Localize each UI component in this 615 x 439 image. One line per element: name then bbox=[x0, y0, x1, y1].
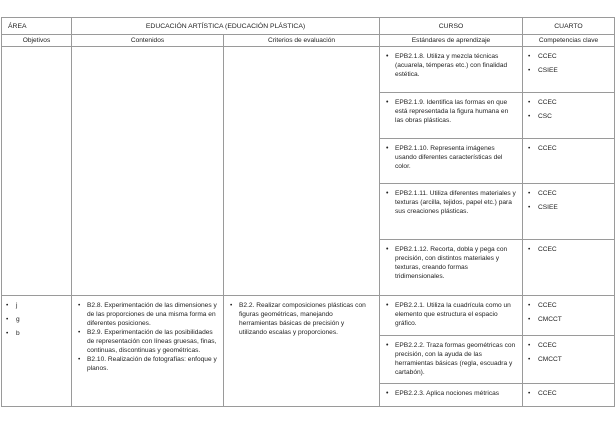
competence: CCEC bbox=[538, 342, 557, 349]
bullet-icon: • bbox=[78, 356, 81, 363]
competence: CMCCT bbox=[538, 316, 562, 323]
column-header-row bbox=[2, 35, 615, 47]
bullet-icon: • bbox=[528, 342, 531, 349]
bullet-icon: • bbox=[528, 204, 531, 211]
table-row bbox=[2, 47, 615, 93]
competence: CSIEE bbox=[538, 204, 558, 211]
bullet-icon: • bbox=[528, 190, 531, 197]
header-row bbox=[2, 18, 615, 35]
bullet-icon: • bbox=[528, 145, 531, 152]
competence: CSC bbox=[538, 113, 552, 120]
course-value: CUARTO bbox=[523, 18, 615, 35]
objective: b bbox=[16, 330, 20, 337]
contents-cell-empty bbox=[72, 47, 224, 296]
col-objetivos: Objetivos bbox=[2, 35, 72, 47]
standard-text: EPB2.1.10. Representa imágenes usando diferentes características del color. bbox=[395, 145, 503, 170]
bullet-icon: • bbox=[528, 53, 531, 60]
standard-text: EPB2.2.1. Utiliza la cuadrícula como un elemento que estructura el espacio gráfico. bbox=[395, 302, 511, 327]
bullet-icon: • bbox=[6, 330, 9, 337]
curriculum-table bbox=[1, 17, 615, 407]
objective: j bbox=[16, 302, 18, 309]
col-competencias: Competencias clave bbox=[523, 35, 615, 47]
bullet-icon: • bbox=[386, 145, 389, 152]
area-value: EDUCACIÓN ARTÍSTICA (EDUCACIÓN PLÁSTICA) bbox=[72, 18, 380, 35]
competence: CCEC bbox=[538, 302, 557, 309]
bullet-icon: • bbox=[6, 302, 9, 309]
bullet-icon: • bbox=[528, 390, 531, 397]
bullet-icon: • bbox=[528, 356, 531, 363]
competence: CCEC bbox=[538, 145, 557, 152]
bullet-icon: • bbox=[386, 190, 389, 197]
standard-text: EPB2.1.8. Utiliza y mezcla técnicas (acuarela, témperas etc.) con finalidad estética. bbox=[395, 53, 508, 78]
bullet-icon: • bbox=[230, 302, 233, 309]
bullet-icon: • bbox=[78, 329, 81, 336]
content-item: B2.10. Realización de fotografías: enfoque y planos. bbox=[87, 356, 217, 372]
objective: g bbox=[16, 316, 20, 323]
bullet-icon: • bbox=[78, 302, 81, 309]
competence: CCEC bbox=[538, 190, 557, 197]
criteria-text: B2.2. Realizar composiciones plásticas con figuras geométricas, manejando herramientas básicas de precisión y utilizando escalas y proporciones. bbox=[239, 302, 366, 336]
area-label: ÁREA bbox=[2, 18, 72, 35]
standard-text: EPB2.1.9. Identifica las formas en que está representada la figura humana en las obras plásticas. bbox=[395, 99, 509, 124]
bullet-icon: • bbox=[386, 53, 389, 60]
col-criterios: Criterios de evaluación bbox=[224, 35, 380, 47]
bullet-icon: • bbox=[528, 316, 531, 323]
standard-text: EPB2.2.3. Aplica nociones métricas bbox=[395, 390, 500, 397]
competence: CSIEE bbox=[538, 67, 558, 74]
competence: CCEC bbox=[538, 53, 557, 60]
bullet-icon: • bbox=[386, 342, 389, 349]
bullet-icon: • bbox=[528, 67, 531, 74]
col-estandares: Estándares de aprendizaje bbox=[380, 35, 523, 47]
competence: CCEC bbox=[538, 246, 557, 253]
criteria-cell-empty bbox=[224, 47, 380, 296]
competence: CMCCT bbox=[538, 356, 562, 363]
bullet-icon: • bbox=[386, 302, 389, 309]
bullet-icon: • bbox=[528, 302, 531, 309]
bullet-icon: • bbox=[6, 316, 9, 323]
content-item: B2.9. Experimentación de las posibilidades de representación con líneas gruesas, finas, continuas, discontinuas y geométricas. bbox=[87, 329, 217, 354]
standard-text: EPB2.2.2. Traza formas geométricas con precisión, con la ayuda de las herramientas básicas (regla, escuadra y cartabón). bbox=[395, 342, 516, 376]
table-row bbox=[2, 296, 615, 336]
bullet-icon: • bbox=[386, 99, 389, 106]
content-item: B2.8. Experimentación de las dimensiones y de las proporciones de una misma forma en diferentes posiciones. bbox=[87, 302, 217, 327]
standard-text: EPB2.1.11. Utiliza diferentes materiales y texturas (arcilla, tejidos, papel etc.) para sus creaciones plásticas. bbox=[395, 190, 516, 215]
objectives-cell-empty bbox=[2, 47, 72, 296]
competence: CCEC bbox=[538, 390, 557, 397]
bullet-icon: • bbox=[528, 113, 531, 120]
bullet-icon: • bbox=[528, 246, 531, 253]
bullet-icon: • bbox=[528, 99, 531, 106]
standard-text: EPB2.1.12. Recorta, dobla y pega con precisión, con distintos materiales y texturas, creando formas tridimensionales. bbox=[395, 246, 508, 280]
course-label: CURSO bbox=[380, 18, 523, 35]
col-contenidos: Contenidos bbox=[72, 35, 224, 47]
bullet-icon: • bbox=[386, 246, 389, 253]
bullet-icon: • bbox=[386, 390, 389, 397]
competence: CCEC bbox=[538, 99, 557, 106]
